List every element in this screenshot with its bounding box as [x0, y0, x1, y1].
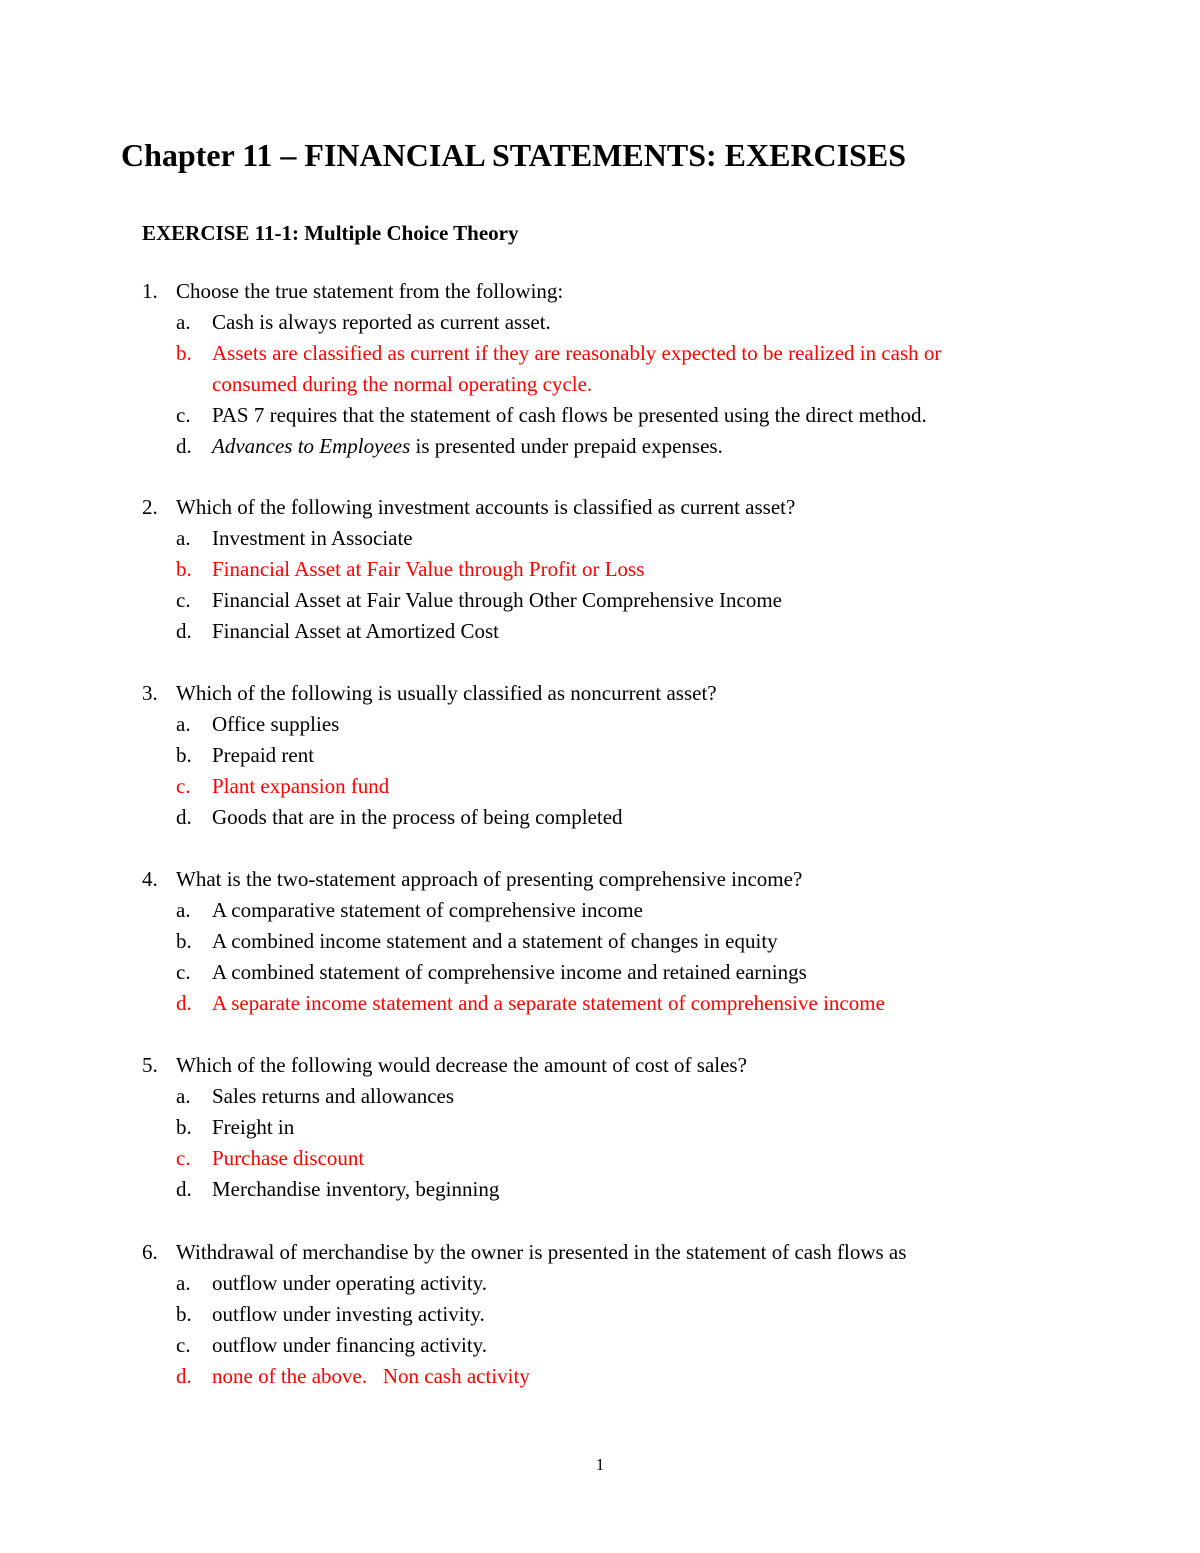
option-letter-correct: c. [176, 1146, 191, 1170]
option-text-correct: Assets are classified as current if they are reasonably expected to be realized in cash or [212, 341, 942, 365]
question-number: 5. [142, 1053, 158, 1077]
option-letter: c. [176, 403, 191, 427]
option-text: outflow under financing activity. [212, 1333, 488, 1357]
option-letter: c. [176, 1333, 191, 1357]
option-text: Merchandise inventory, beginning [212, 1177, 500, 1201]
option-text-rest: is presented under prepaid expenses. [410, 434, 723, 458]
option-text: Office supplies [212, 712, 340, 736]
question-number: 3. [142, 681, 158, 705]
option-letter: b. [176, 1115, 192, 1139]
option-text: Goods that are in the process of being completed [212, 805, 623, 829]
option-letter: a. [176, 898, 191, 922]
option-text-correct: Plant expansion fund [212, 774, 390, 798]
option-letter: a. [176, 526, 191, 550]
question-text: Choose the true statement from the following: [176, 279, 564, 303]
option-letter: b. [176, 929, 192, 953]
option-text: outflow under investing activity. [212, 1302, 485, 1326]
page-number: 1 [595, 1455, 605, 1474]
question-number: 4. [142, 867, 158, 891]
option-letter: b. [176, 743, 192, 767]
option-text: A combined income statement and a statement of changes in equity [212, 929, 778, 953]
option-letter: c. [176, 960, 191, 984]
option-text: Investment in Associate [212, 526, 413, 550]
question-number: 1. [142, 279, 158, 303]
option-letter: a. [176, 310, 191, 334]
option-text: A combined statement of comprehensive income and retained earnings [212, 960, 807, 984]
question-text: What is the two-statement approach of presenting comprehensive income? [176, 867, 803, 891]
option-letter-correct: d. [176, 991, 192, 1015]
option-letter-correct: c. [176, 774, 191, 798]
option-letter: d. [176, 619, 192, 643]
option-text-correct: none of the above. Non cash activity [212, 1364, 530, 1388]
option-text: PAS 7 requires that the statement of cash flows be presented using the direct method. [212, 403, 927, 427]
option-letter: d. [176, 1177, 192, 1201]
question-number: 2. [142, 495, 158, 519]
question-text: Which of the following is usually classified as noncurrent asset? [176, 681, 717, 705]
question-number: 6. [142, 1240, 158, 1264]
option-letter-correct: b. [176, 557, 192, 581]
page-title: Chapter 11 – FINANCIAL STATEMENTS: EXERCISES [121, 137, 907, 173]
option-letter: d. [176, 805, 192, 829]
option-text: Freight in [212, 1115, 295, 1139]
option-letter: c. [176, 588, 191, 612]
question-text: Which of the following investment accounts is classified as current asset? [176, 495, 796, 519]
option-text [212, 431, 723, 462]
option-text-correct: A separate income statement and a separate statement of comprehensive income [212, 991, 885, 1015]
option-letter-correct: d. [176, 1364, 192, 1388]
option-text-correct-continued: consumed during the normal operating cycle. [212, 372, 593, 396]
option-letter: d. [176, 434, 192, 458]
option-letter: a. [176, 712, 191, 736]
option-text-correct: Purchase discount [212, 1146, 365, 1170]
option-text: Prepaid rent [212, 743, 315, 767]
option-text-italic: Advances to Employees [212, 434, 411, 458]
option-letter: b. [176, 1302, 192, 1326]
option-text-correct: Financial Asset at Fair Value through Profit or Loss [212, 557, 645, 581]
question-text: Withdrawal of merchandise by the owner is presented in the statement of cash flows as [176, 1240, 907, 1264]
option-text: Sales returns and allowances [212, 1084, 455, 1108]
option-letter: a. [176, 1271, 191, 1295]
option-text: Financial Asset at Fair Value through Other Comprehensive Income [212, 588, 782, 612]
option-letter: a. [176, 1084, 191, 1108]
question-text: Which of the following would decrease the amount of cost of sales? [176, 1053, 747, 1077]
option-text: outflow under operating activity. [212, 1271, 488, 1295]
exercise-heading: EXERCISE 11-1: Multiple Choice Theory [142, 221, 519, 245]
option-text: A comparative statement of comprehensive income [212, 898, 643, 922]
option-text: Cash is always reported as current asset. [212, 310, 551, 334]
option-text: Financial Asset at Amortized Cost [212, 619, 499, 643]
option-letter-correct: b. [176, 341, 192, 365]
